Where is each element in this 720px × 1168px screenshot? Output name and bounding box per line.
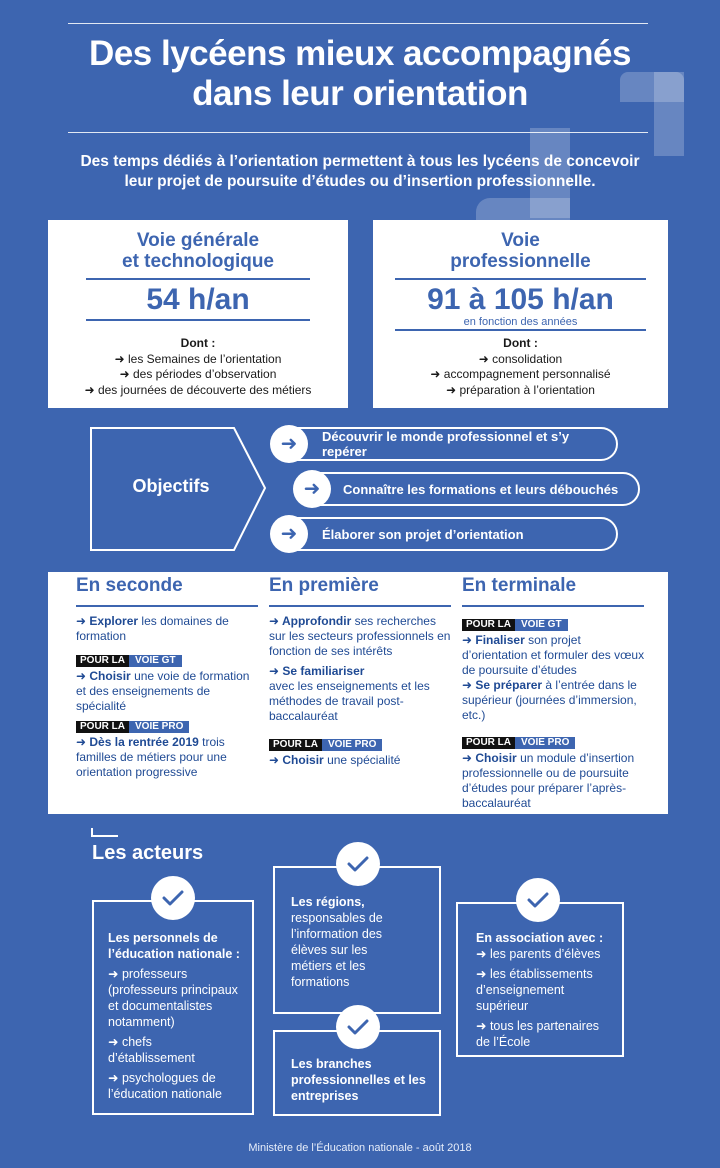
premiere-divider (269, 605, 451, 607)
voie-pro-item: ➜ préparation à l’orientation (446, 382, 595, 397)
premiere-b1-bold: ➜ Approfondir (269, 614, 352, 628)
voie-gt-dont-label: Dont : (180, 336, 216, 350)
check-icon (336, 842, 380, 886)
premiere-b2-text: avec les enseignements et les méthodes de travail post-baccalauréat (269, 679, 430, 723)
terminale-column (462, 572, 648, 812)
acteurs-box-association (456, 902, 624, 1057)
terminale-b2-bold: ➜ Se préparer (462, 678, 543, 692)
terminale-block (462, 616, 648, 723)
terminale-b1-text: son projet d’orientation et formuler des vœux de poursuite d’études (462, 633, 645, 677)
voie-gt-title-line1: Voie générale (136, 230, 260, 251)
association-item: ➜ tous les partenaires de l’École (476, 1019, 600, 1049)
page-title-line2: dans leur orientation (192, 74, 528, 113)
personnels-item: ➜ chefs d’établissement (108, 1035, 195, 1065)
premiere-block (269, 614, 455, 659)
premiere-b1-text: ses recherches sur les secteurs professionnels en fonction de ses intérêts (269, 614, 451, 658)
terminale-divider (462, 605, 644, 607)
seconde-block (76, 718, 262, 780)
voie-pro-item: ➜ consolidation (478, 351, 563, 366)
premiere-block (269, 736, 455, 768)
association-item: ➜ les parents d’élèves (476, 947, 601, 961)
voie-pro-tag (76, 721, 189, 733)
seconde-b3-text: trois familles de métiers pour une orientation progressive (76, 735, 227, 779)
intro-line2: leur projet de poursuite d’études ou d’insertion professionnelle. (124, 173, 596, 190)
arrow-icon: ➜ (270, 425, 308, 463)
premiere-column (269, 572, 455, 812)
tag-pour-la: POUR LA (462, 737, 515, 749)
voie-gt-item: ➜ des journées de découverte des métiers (84, 382, 312, 397)
voie-pro-title-line1: Voie (501, 230, 540, 251)
tag-voie: VOIE PRO (322, 739, 382, 751)
branches-text: Les branches professionnelles et les entreprises (291, 1057, 426, 1103)
premiere-block (269, 664, 439, 724)
seconde-b2-text: une voie de formation et des enseignements de spécialité (76, 669, 250, 713)
premiere-title: En première (269, 575, 379, 596)
objectif-pill (272, 427, 618, 461)
premiere-b3-text: une spécialité (323, 753, 401, 767)
voie-pro-tag (269, 739, 382, 751)
page-title-line1: Des lycéens mieux accompagnés (89, 34, 631, 73)
terminale-block (462, 734, 648, 811)
voie-pro-dont-label: Dont : (503, 336, 538, 350)
terminale-b3-text: un module d’insertion professionnelle ou de poursuite d’études pour préparer l’après-baccalauréat (462, 751, 635, 810)
arrow-icon: ➜ (293, 470, 331, 508)
voie-gt-hours: 54 h/an (146, 283, 250, 316)
seconde-block (76, 652, 262, 714)
acteurs-box-regions (273, 866, 441, 1014)
years-panel (48, 572, 668, 814)
objectif-pill (272, 517, 618, 551)
seconde-column (76, 572, 262, 812)
arrow-icon: ➜ (270, 515, 308, 553)
objectifs-label: Objectifs (132, 476, 210, 496)
voie-gt-item: ➜ des périodes d’observation (119, 367, 277, 381)
tag-pour-la: POUR LA (76, 721, 129, 733)
check-icon (336, 1005, 380, 1049)
seconde-block (76, 614, 246, 644)
objectif-text: Élaborer son projet d’orientation (322, 526, 524, 542)
seconde-b1-text: les domaines de formation (76, 614, 229, 643)
tag-voie: VOIE GT (129, 655, 182, 667)
personnels-title: Les personnels de l’éducation nationale : (108, 931, 240, 961)
objectif-text: Découvrir le monde professionnel et s’y repérer (322, 429, 570, 459)
tag-pour-la: POUR LA (76, 655, 129, 667)
voie-pro-item: ➜ accompagnement personnalisé (430, 367, 611, 381)
regions-title: Les régions, (291, 895, 365, 909)
premiere-b3-bold: ➜ Choisir (269, 753, 324, 767)
terminale-b2-text: à l’entrée dans le supérieur (journées d’immersion, etc.) (462, 678, 637, 722)
voie-pro-hours: 91 à 105 h/an (427, 283, 614, 316)
voie-gt-item: ➜ les Semaines de l’orientation (114, 351, 282, 366)
personnels-item: ➜ psychologues de l’éducation nationale (108, 1071, 222, 1101)
objectif-pill (295, 472, 640, 506)
seconde-title: En seconde (76, 575, 183, 596)
seconde-b2-bold: ➜ Choisir (76, 669, 131, 683)
premiere-b2-bold: ➜ Se familiariser (269, 664, 365, 678)
footer-credit: Ministère de l’Éducation nationale - août 2018 (248, 1142, 472, 1154)
seconde-b3-bold: ➜ Dès la rentrée 2019 (76, 735, 199, 749)
voie-pro-tag (462, 737, 575, 749)
personnels-item: ➜ professeurs (professeurs principaux et documentalistes notamment) (108, 967, 238, 1029)
terminale-b1-bold: ➜ Finaliser (462, 633, 525, 647)
terminale-b3-bold: ➜ Choisir (462, 751, 517, 765)
tag-voie: VOIE GT (515, 619, 568, 631)
tag-voie: VOIE PRO (129, 721, 189, 733)
voie-pro-title-line2: professionnelle (450, 251, 591, 272)
voie-gt-tag (76, 655, 182, 667)
acteurs-box-personnels (92, 900, 254, 1115)
check-icon (516, 878, 560, 922)
voie-pro-hours-sub: en fonction des années (463, 316, 578, 328)
voie-gt-title-line2: et technologique (122, 251, 274, 272)
tag-pour-la: POUR LA (269, 739, 322, 751)
seconde-b1-bold: ➜ Explorer (76, 614, 139, 628)
association-item: ➜ les établissements d’enseignement supérieur (476, 967, 593, 1013)
intro-line1: Des temps dédiés à l’orientation permettent à tous les lycéens de concevoir (80, 153, 640, 170)
tag-pour-la: POUR LA (462, 619, 515, 631)
objectif-text: Connaître les formations et leurs débouchés (343, 481, 619, 497)
voie-gt-tag (462, 619, 568, 631)
tag-voie: VOIE PRO (515, 737, 575, 749)
association-title: En association avec : (476, 931, 604, 945)
terminale-title: En terminale (462, 575, 577, 596)
check-icon (151, 876, 195, 920)
seconde-divider (76, 605, 258, 607)
regions-text: responsables de l’information des élèves sur les métiers et les formations (291, 911, 383, 989)
acteurs-title: Les acteurs (92, 842, 204, 864)
